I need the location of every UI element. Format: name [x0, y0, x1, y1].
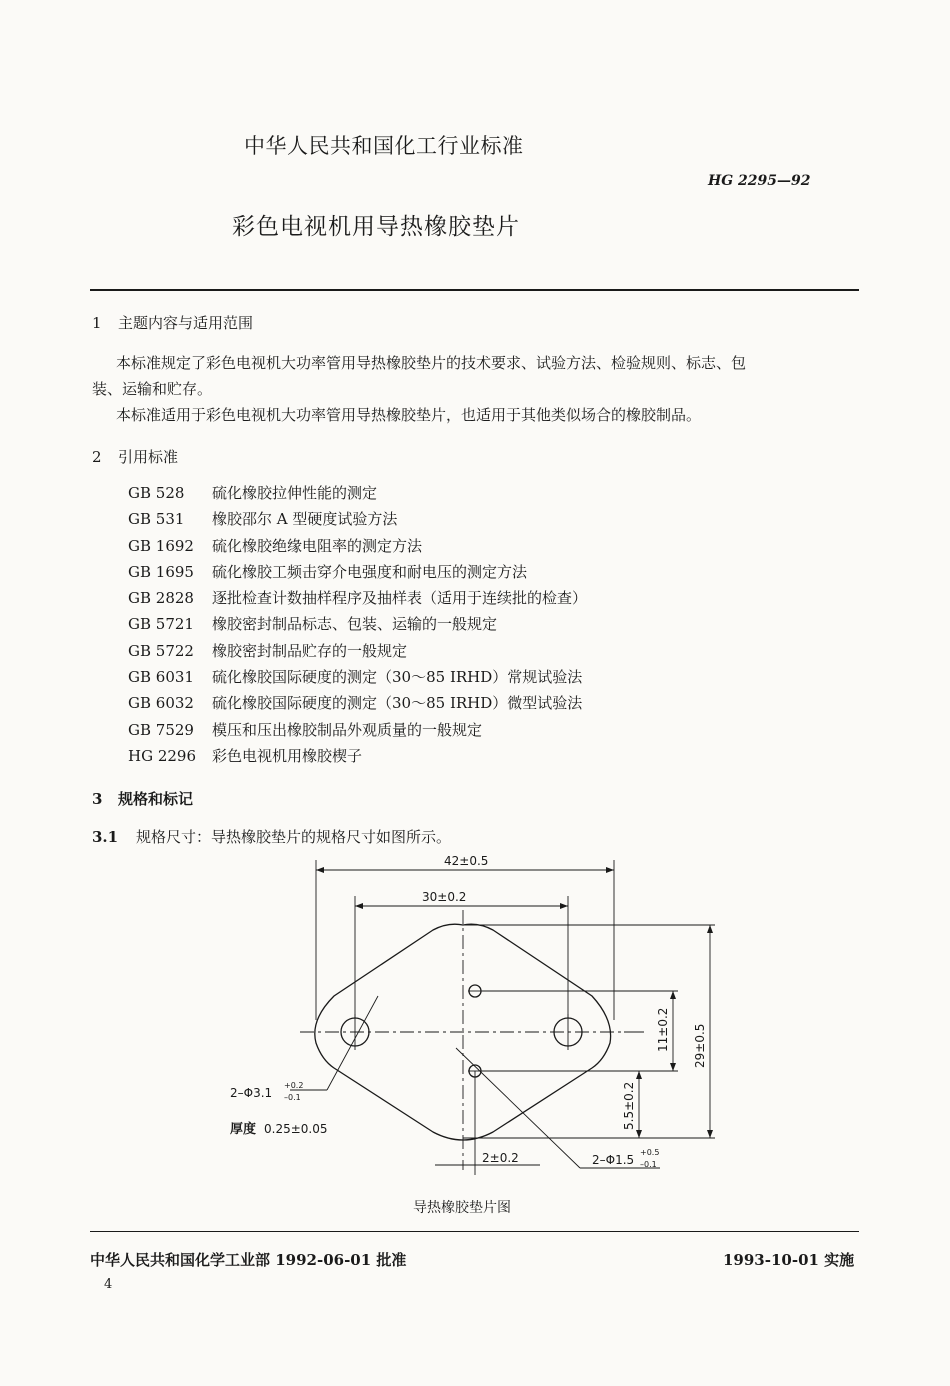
reference-list [128, 482, 587, 771]
reference-item [128, 692, 587, 718]
small-hole-label: 2–Φ1.5 [592, 1153, 635, 1167]
section-1-para2: 本标准适用于彩色电视机大功率管用导热橡胶垫片，也适用于其他类似场合的橡胶制品。 [116, 406, 702, 424]
reference-code: GB 1692 [128, 536, 194, 555]
section-1-heading [92, 312, 253, 333]
reference-name: 硫化橡胶绝缘电阻率的测定方法 [212, 536, 423, 555]
reference-code: GB 7529 [128, 720, 194, 739]
dim-center-offset-label: 2±0.2 [482, 1151, 519, 1165]
dim-hole-spacing-label: 30±0.2 [422, 890, 467, 904]
reference-code: GB 5722 [128, 641, 194, 660]
reference-name: 模压和压出橡胶制品外观质量的一般规定 [212, 720, 483, 739]
reference-name: 硫化橡胶工频击穿介电强度和耐电压的测定方法 [212, 562, 528, 581]
reference-code: GB 1695 [128, 562, 194, 581]
large-hole-tol-upper: +0.2 [284, 1081, 304, 1090]
reference-item [128, 535, 587, 561]
bottom-rule [90, 1231, 859, 1232]
reference-name: 硫化橡胶国际硬度的测定（30～85 IRHD）常规试验法 [212, 668, 583, 687]
top-rule [90, 289, 859, 291]
reference-code: GB 6031 [128, 668, 194, 687]
section-1-title: 主题内容与适用范围 [118, 314, 254, 332]
reference-item [128, 508, 587, 534]
reference-code: GB 531 [128, 510, 185, 529]
section-3-1-number: 3.1 [92, 828, 119, 846]
reference-item [128, 561, 587, 587]
approval-line: 中华人民共和国化学工业部 1992-06-01 批准 [90, 1251, 407, 1269]
document-title: 彩色电视机用导热橡胶垫片 [232, 214, 520, 240]
gasket-drawing [200, 850, 740, 1190]
reference-name: 橡胶邵尔 A 型硬度试验方法 [212, 510, 398, 529]
reference-name: 橡胶密封制品标志、包装、运输的一般规定 [212, 615, 498, 634]
section-3-number: 3 [92, 790, 103, 808]
dim-lower-offset-label: 5.5±0.2 [622, 1081, 636, 1130]
reference-name: 硫化橡胶拉伸性能的测定 [212, 484, 378, 502]
standard-code: HG 2295—92 [708, 173, 811, 189]
section-2-title: 引用标准 [118, 448, 179, 466]
section-3-1 [92, 826, 451, 847]
standard-type: 中华人民共和国化工行业标准 [244, 134, 524, 158]
section-3-heading [92, 788, 193, 809]
reference-item [128, 666, 587, 692]
dim-overall-height-label: 29±0.5 [693, 1023, 707, 1068]
reference-code: GB 5721 [128, 615, 194, 634]
reference-item [128, 482, 587, 508]
section-3-1-text: 规格尺寸：导热橡胶垫片的规格尺寸如图所示。 [136, 828, 452, 846]
thickness-value: 0.25±0.05 [264, 1122, 328, 1136]
thickness-label: 厚度 [230, 1122, 257, 1137]
reference-name: 硫化橡胶国际硬度的测定（30～85 IRHD）微型试验法 [212, 694, 583, 713]
reference-code: HG 2296 [128, 746, 197, 765]
reference-item [128, 640, 587, 666]
dim-small-holes-spacing-label: 11±0.2 [656, 1007, 670, 1052]
reference-item [128, 719, 587, 745]
reference-name: 橡胶密封制品贮存的一般规定 [212, 641, 408, 660]
figure-caption: 导热橡胶垫片图 [413, 1200, 511, 1216]
reference-code: GB 528 [128, 484, 185, 502]
reference-code: GB 2828 [128, 589, 194, 608]
reference-code: GB 6032 [128, 694, 194, 713]
large-hole-tol-lower: –0.1 [284, 1093, 301, 1102]
section-1-number: 1 [92, 314, 102, 332]
section-2-number: 2 [92, 448, 102, 466]
dim-overall-width-label: 42±0.5 [444, 854, 489, 868]
page-number: 4 [104, 1277, 113, 1292]
reference-item [128, 745, 587, 771]
section-3-title: 规格和标记 [118, 790, 194, 808]
section-1-para1-line2: 装、运输和贮存。 [92, 380, 213, 398]
reference-item [128, 613, 587, 639]
implementation-date: 1993-10-01 实施 [723, 1251, 855, 1269]
reference-item [128, 587, 587, 613]
reference-name: 彩色电视机用橡胶楔子 [212, 746, 363, 765]
section-1-para1-line1: 本标准规定了彩色电视机大功率管用导热橡胶垫片的技术要求、试验方法、检验规则、标志、包 [116, 354, 747, 372]
large-hole-label: 2–Φ3.1 [230, 1086, 273, 1100]
small-hole-tol-upper: +0.5 [640, 1148, 660, 1157]
small-hole-tol-lower: –0.1 [640, 1160, 657, 1169]
section-2-heading [92, 446, 178, 467]
reference-name: 逐批检查计数抽样程序及抽样表（适用于连续批的检查） [212, 589, 588, 608]
